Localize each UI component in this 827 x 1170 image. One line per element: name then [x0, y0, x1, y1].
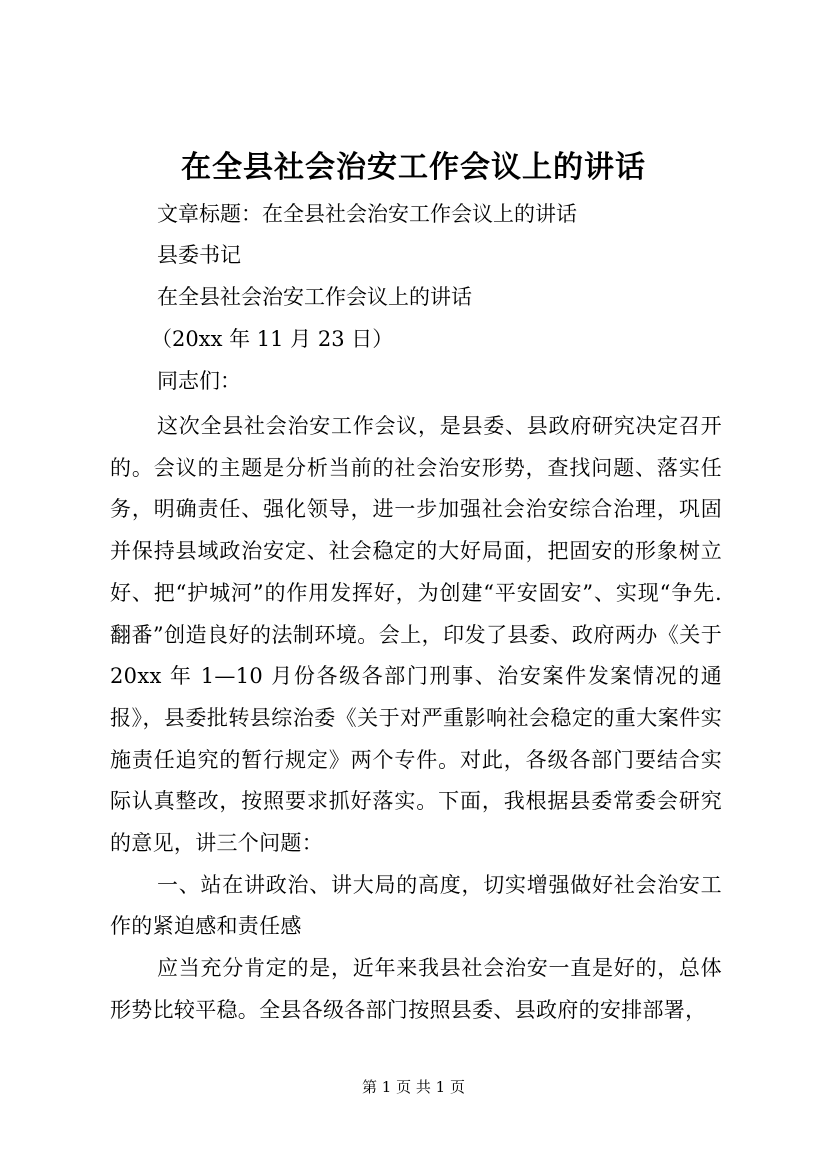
section-heading-1: 一、站在讲政治、讲大局的高度，切实增强做好社会治安工作的紧迫感和责任感	[110, 872, 722, 939]
paragraph-section-1: 应当充分肯定的是，近年来我县社会治安一直是好的，总体形势比较平稳。全县各级各部门按照县委、县政府的安排部署，	[110, 956, 722, 1022]
date-line: （20xx 年 11 月 23 日）	[151, 327, 394, 351]
speech-title-line: 在全县社会治安工作会议上的讲话	[157, 285, 472, 309]
article-title-line: 文章标题：在全县社会治安工作会议上的讲话	[157, 202, 577, 226]
salutation-line: 同志们：	[157, 369, 241, 393]
body-text	[110, 406, 722, 1032]
document-title: 在全县社会治安工作会议上的讲话	[181, 150, 646, 185]
page-footer: 第 1 页 共 1 页	[362, 1078, 465, 1096]
paragraph-intro: 这次全县社会治安工作会议，是县委、县政府研究决定召开的。会议的主题是分析当前的社会治安形势，查找问题、落实任务，明确责任、强化领导，进一步加强社会治安综合治理，巩固并保持县域政治安定、社会稳定的大好局面，把固安的形象树立好、把“护城河”的作用发挥好，为创建“平安固安”、实现“争先.翻番”创造良好的法制环境。会上，印发了县委、政府两办《关于 20xx 年 1—10 月份各级各部门刑事、治安案件发案情况的通报》，县委批转县综治委《关于对严重影响社会稳定的重大案件实施责任追究的暂行规定》两个专件。对此，各级各部门要结合实际认真整改，按照要求抓好落实。下面，我根据县委常委会研究的意见，讲三个问题：	[110, 414, 722, 856]
speaker-line: 县委书记	[157, 243, 241, 267]
